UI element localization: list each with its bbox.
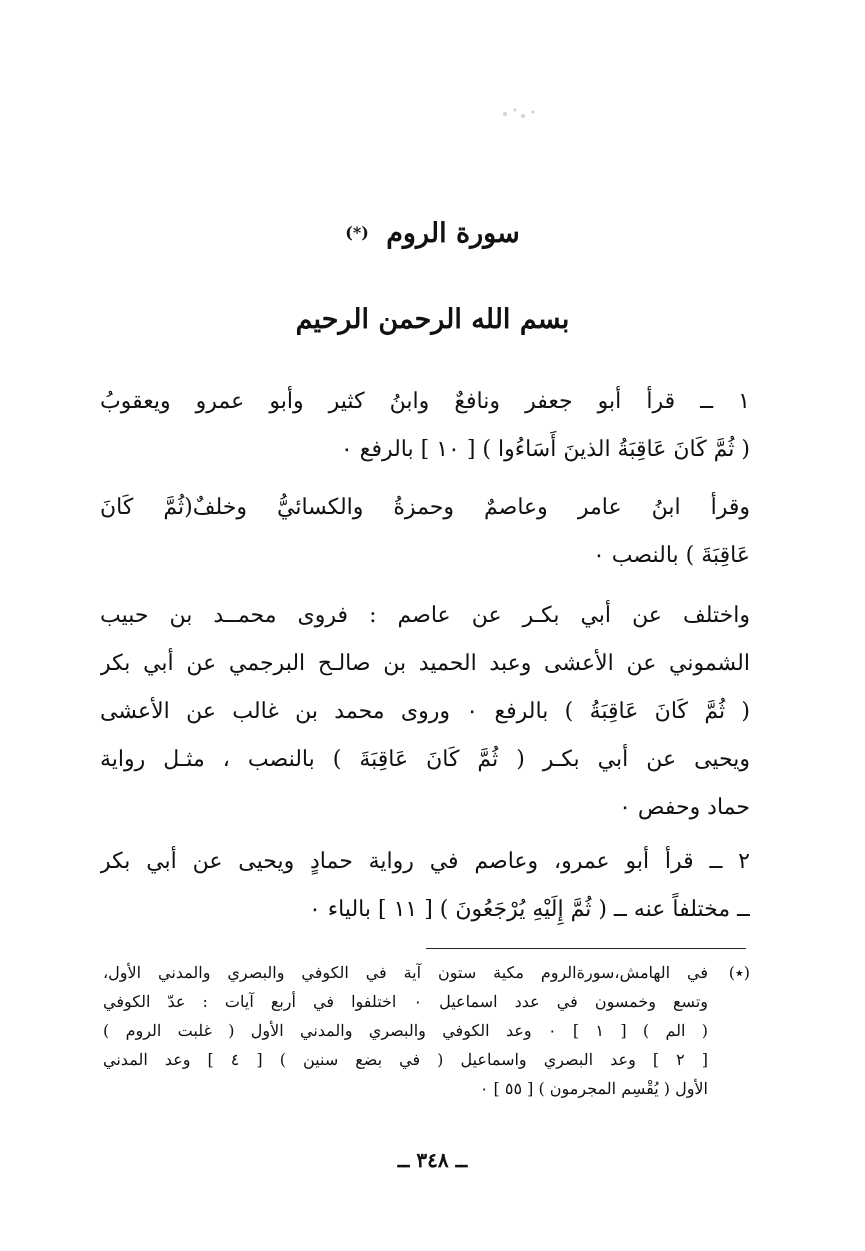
- page-number: ــ ٣٤٨ ــ: [397, 1148, 468, 1172]
- surah-title: [0, 218, 865, 249]
- scan-smudge: [495, 100, 543, 128]
- text-line: حماد وحفص ٠: [619, 795, 750, 820]
- footnote-line: الأول ( يُقْسِم المجرمون ) [ ٥٥ ] ٠: [479, 1079, 708, 1098]
- footnote-marker: (٭): [728, 963, 750, 982]
- footnote-line: [ ٢ ] وعد البصري واسماعيل ( في بضع سنين ) [ ٤ ] وعد المدني: [103, 1050, 708, 1069]
- text-line: ويحيى عن أبي بكـر ( ثُمَّ كَانَ عَاقِبَةَ ) بالنصب ، مثـل رواية: [100, 747, 750, 772]
- text-line: ( ثُمَّ كَانَ عَاقِبَةُ الذينَ أَسَاءُوا ) [ ١٠ ] بالرفع ٠: [340, 437, 750, 462]
- basmala: بسم الله الرحمن الرحيم: [295, 304, 570, 335]
- footnote-line: في الهامش،سورةالروم مكية ستون آية في الكوفي والبصري والمدني الأول،: [103, 963, 708, 982]
- text-line: ٢ ــ قرأ أبو عمرو، وعاصم في رواية حمادٍ ويحيى عن أبي بكر: [100, 849, 750, 874]
- paragraph-1: [100, 378, 750, 474]
- text-line: ــ مختلفاً عنه ــ ( ثُمَّ إِلَيْهِ يُرْجَعُونَ ) [ ١١ ] بالياء ٠: [308, 897, 750, 922]
- paragraph-4: [100, 838, 750, 934]
- surah-title-text: سورة الروم: [386, 218, 520, 249]
- text-line: الشموني عن الأعشى وعبد الحميد بن صالـح البرجمي عن أبي بكر: [100, 651, 750, 676]
- text-line: وقرأ ابنُ عامر وعاصمٌ وحمزةُ والكسائيُّ وخلفٌ(ثُمَّ كَانَ: [100, 495, 750, 520]
- text-line: ١ ــ قرأ أبو جعفر ونافعٌ وابنُ كثير وأبو عمرو ويعقوبُ: [100, 389, 750, 414]
- footnote-line: ( الم ) [ ١ ] ٠ وعد الكوفي والبصري والمدني الأول ( غلبت الروم ): [103, 1021, 708, 1040]
- footnote-mark: (*): [345, 223, 369, 242]
- text-line: ( ثُمَّ كَانَ عَاقِبَةُ ) بالرفع ٠ وروى محمد بن غالب عن الأعشى: [100, 699, 750, 724]
- text-line: واختلف عن أبي بكـر عن عاصم : فروى محمــد بن حبيب: [100, 603, 750, 628]
- footnote-body: [103, 958, 708, 1103]
- paragraph-3: [100, 592, 750, 832]
- text-line: عَاقِبَةَ ) بالنصب ٠: [592, 543, 750, 568]
- footnote-divider: [426, 948, 746, 949]
- footnote-line: وتسع وخمسون في عدد اسماعيل ٠ اختلفوا في أربع آيات : عدّ الكوفي: [103, 992, 708, 1011]
- paragraph-2: [100, 484, 750, 580]
